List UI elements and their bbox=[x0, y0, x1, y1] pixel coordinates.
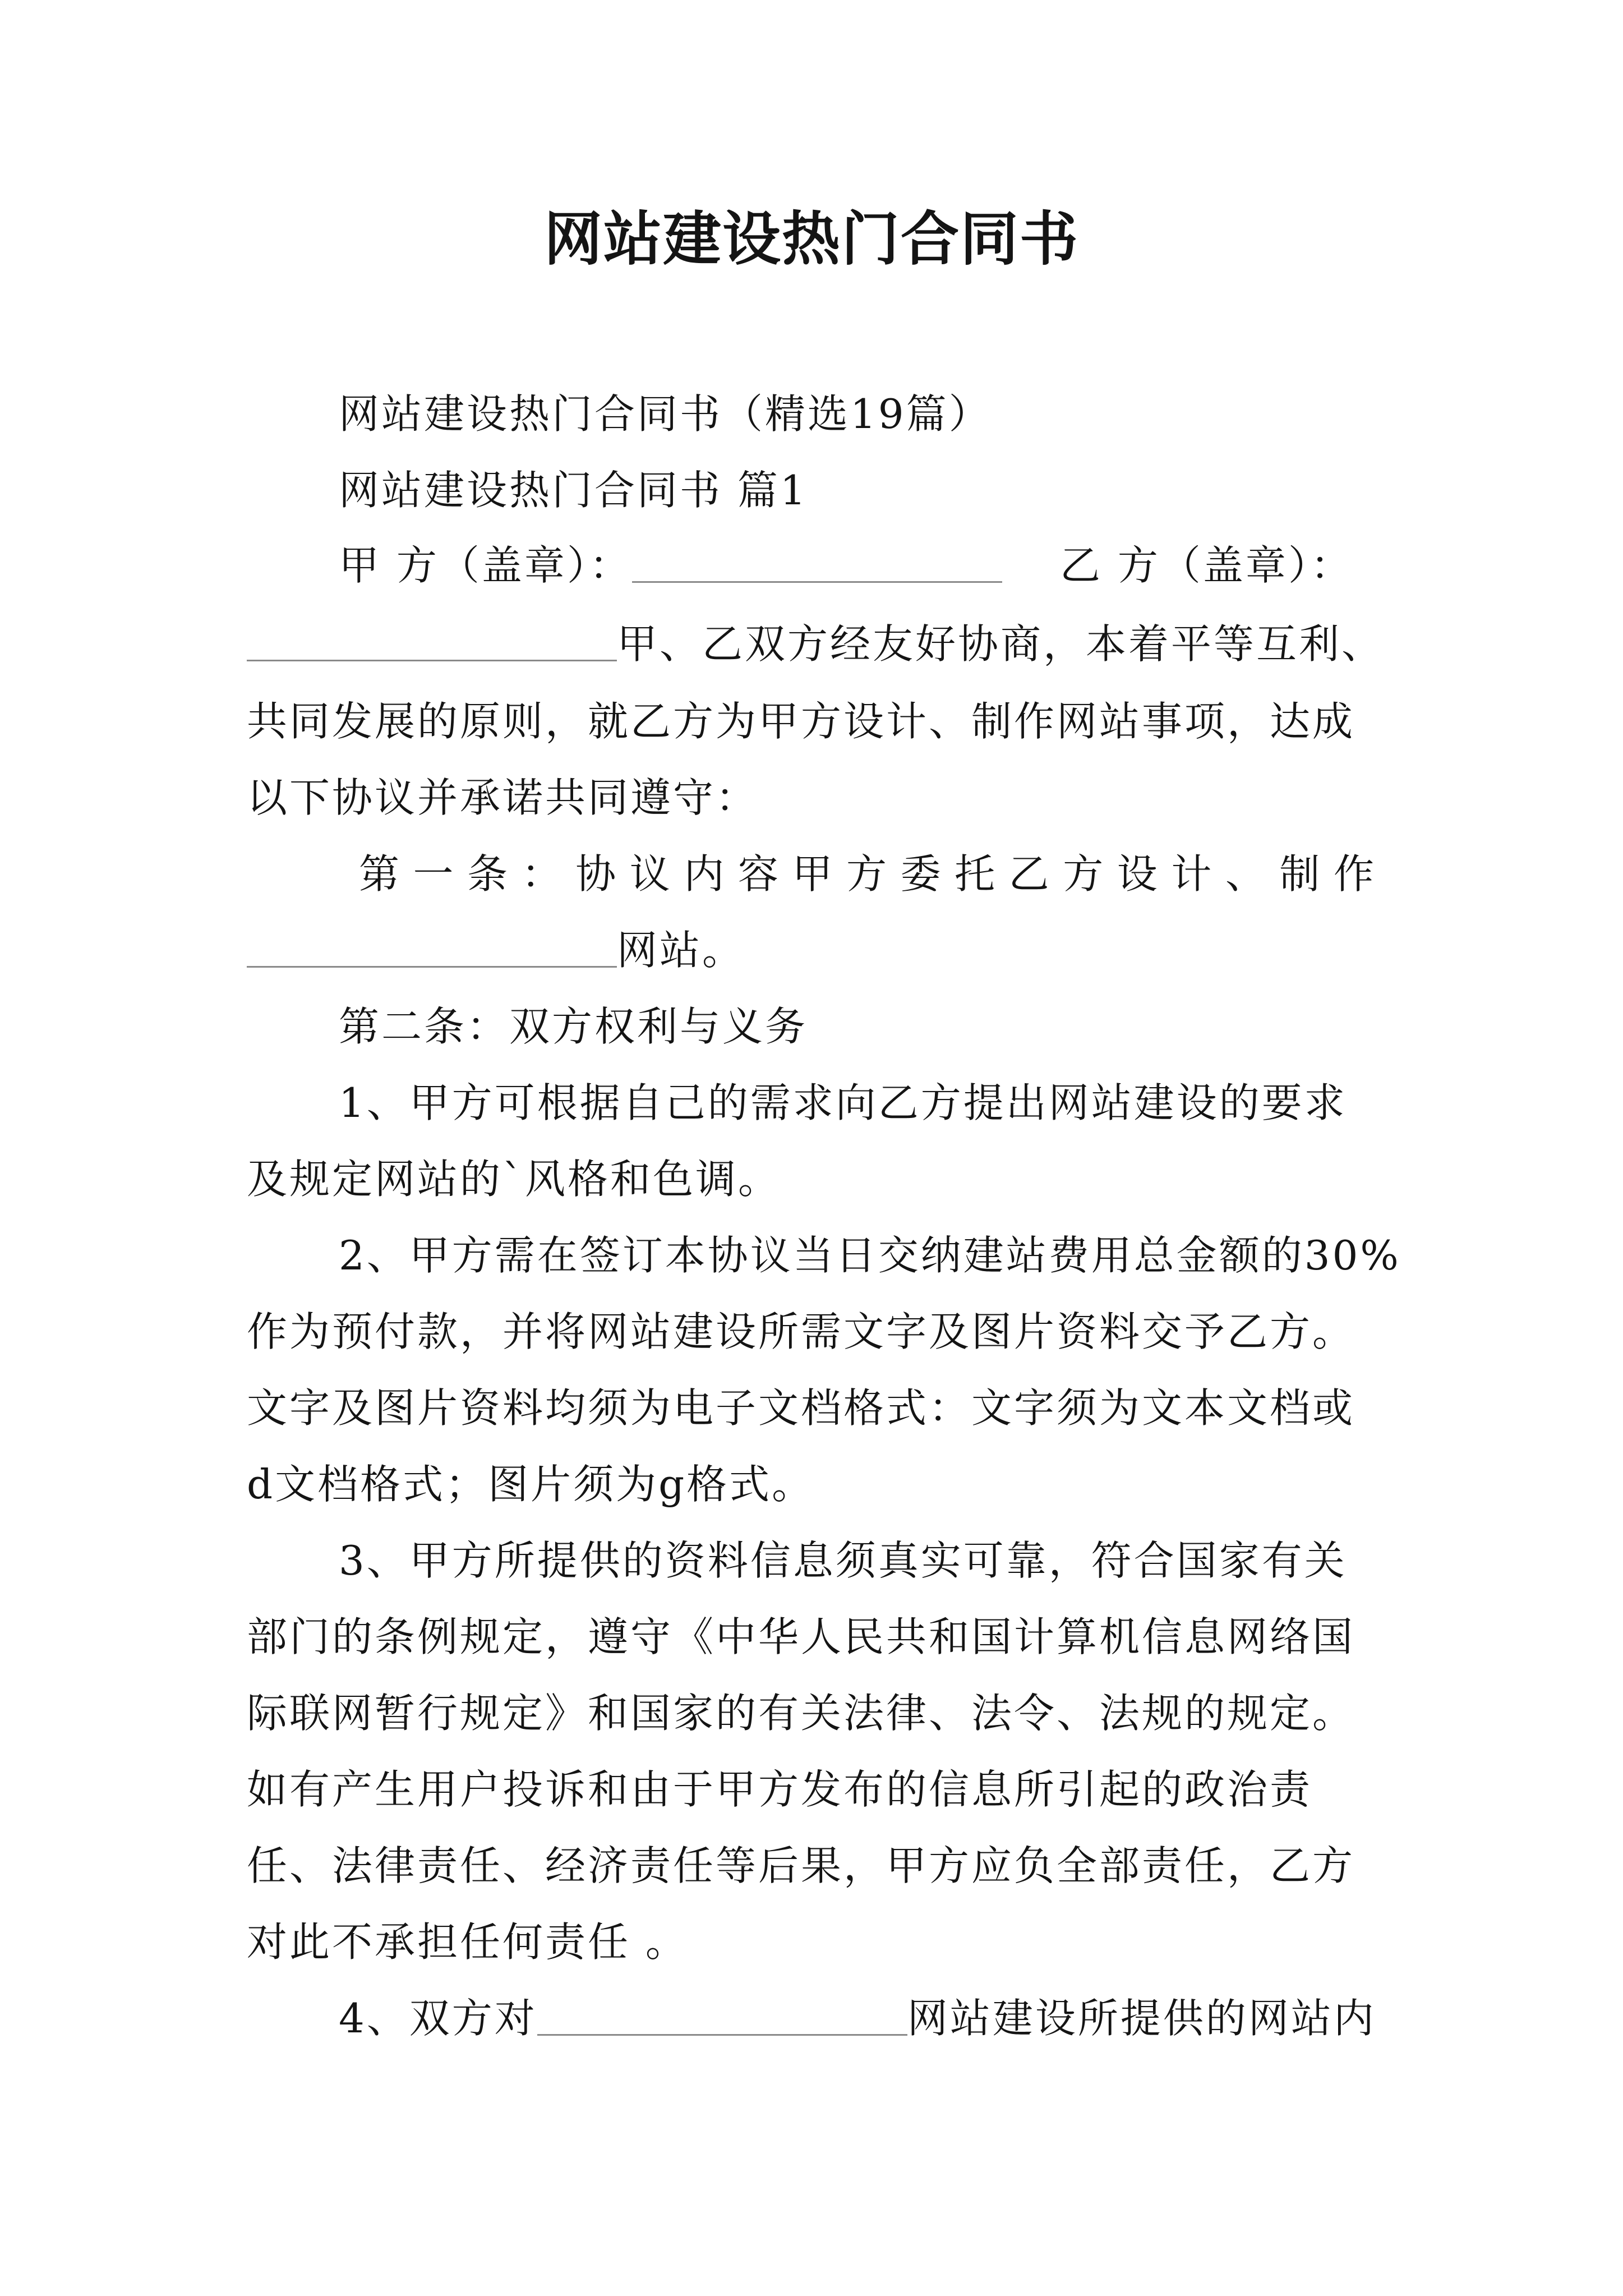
party-a-line bbox=[339, 537, 1002, 593]
website-name-blank bbox=[247, 923, 617, 968]
item-3-line-6: 对此不承担任何责任 。 bbox=[247, 1918, 688, 1966]
item-3-line-3: 际联网暂行规定》和国家的有关法律、法令、法规的规定。 bbox=[247, 1690, 1355, 1737]
article-1-line-2-text: 网站。 bbox=[617, 927, 745, 974]
document-subtitle: 网站建设热门合同书（精选19篇） bbox=[339, 390, 992, 438]
item-2-line-3: 文字及图片资料均须为电子文档格式：文字须为文本文档或 bbox=[247, 1384, 1355, 1432]
item-1-line-1: 1、甲方可根据自己的需求向乙方提出网站建设的要求 bbox=[339, 1079, 1347, 1126]
item-2-line-2: 作为预付款，并将网站建设所需文字及图片资料交予乙方。 bbox=[247, 1308, 1355, 1355]
item-4-prefix: 4、双方对 bbox=[339, 1995, 537, 2042]
item-2-line-4: d文档格式；图片须为g格式。 bbox=[247, 1461, 815, 1508]
item-3-line-2: 部门的条例规定，遵守《中华人民共和国计算机信息网络国 bbox=[247, 1613, 1355, 1660]
intro-line-1 bbox=[247, 616, 1384, 672]
item-1-line-2: 及规定网站的`风格和色调。 bbox=[247, 1156, 781, 1203]
item-4-blank bbox=[537, 1991, 907, 2036]
item-4-line-1 bbox=[339, 1990, 1376, 2046]
item-4-suffix: 网站建设所提供的网站内 bbox=[907, 1995, 1376, 2042]
item-3-line-1: 3、甲方所提供的资料信息须真实可靠，符合国家有关 bbox=[339, 1537, 1347, 1584]
party-b-label: 乙 方（盖章）： bbox=[1060, 542, 1353, 589]
item-3-line-4: 如有产生用户投诉和由于甲方发布的信息所引起的政治责 bbox=[247, 1766, 1313, 1813]
intro-line-1-text: 甲、乙双方经友好协商，本着平等互利、 bbox=[617, 620, 1385, 668]
item-2-line-1: 2、甲方需在签订本协议当日交纳建站费用总金额的30% bbox=[339, 1232, 1401, 1279]
article-2-heading: 第二条：双方权利与义务 bbox=[339, 1003, 808, 1050]
intro-line-3: 以下协议并承诺共同遵守： bbox=[247, 774, 759, 821]
intro-line-2: 共同发展的原则，就乙方为甲方设计、制作网站事项，达成 bbox=[247, 698, 1355, 745]
item-3-line-5: 任、法律责任、经济责任等后果，甲方应负全部责任，乙方 bbox=[247, 1842, 1355, 1889]
article-1-line-2 bbox=[247, 922, 745, 978]
section-heading: 网站建设热门合同书 篇1 bbox=[339, 467, 808, 514]
party-b-blank bbox=[247, 617, 617, 661]
document-title: 网站建设热门合同书 bbox=[543, 204, 1079, 273]
article-1-line-1: 第一条：协议内容甲方委托乙方设计、制作 bbox=[359, 850, 1374, 898]
party-a-blank bbox=[632, 539, 1002, 583]
party-a-label: 甲 方（盖章）： bbox=[339, 542, 632, 589]
